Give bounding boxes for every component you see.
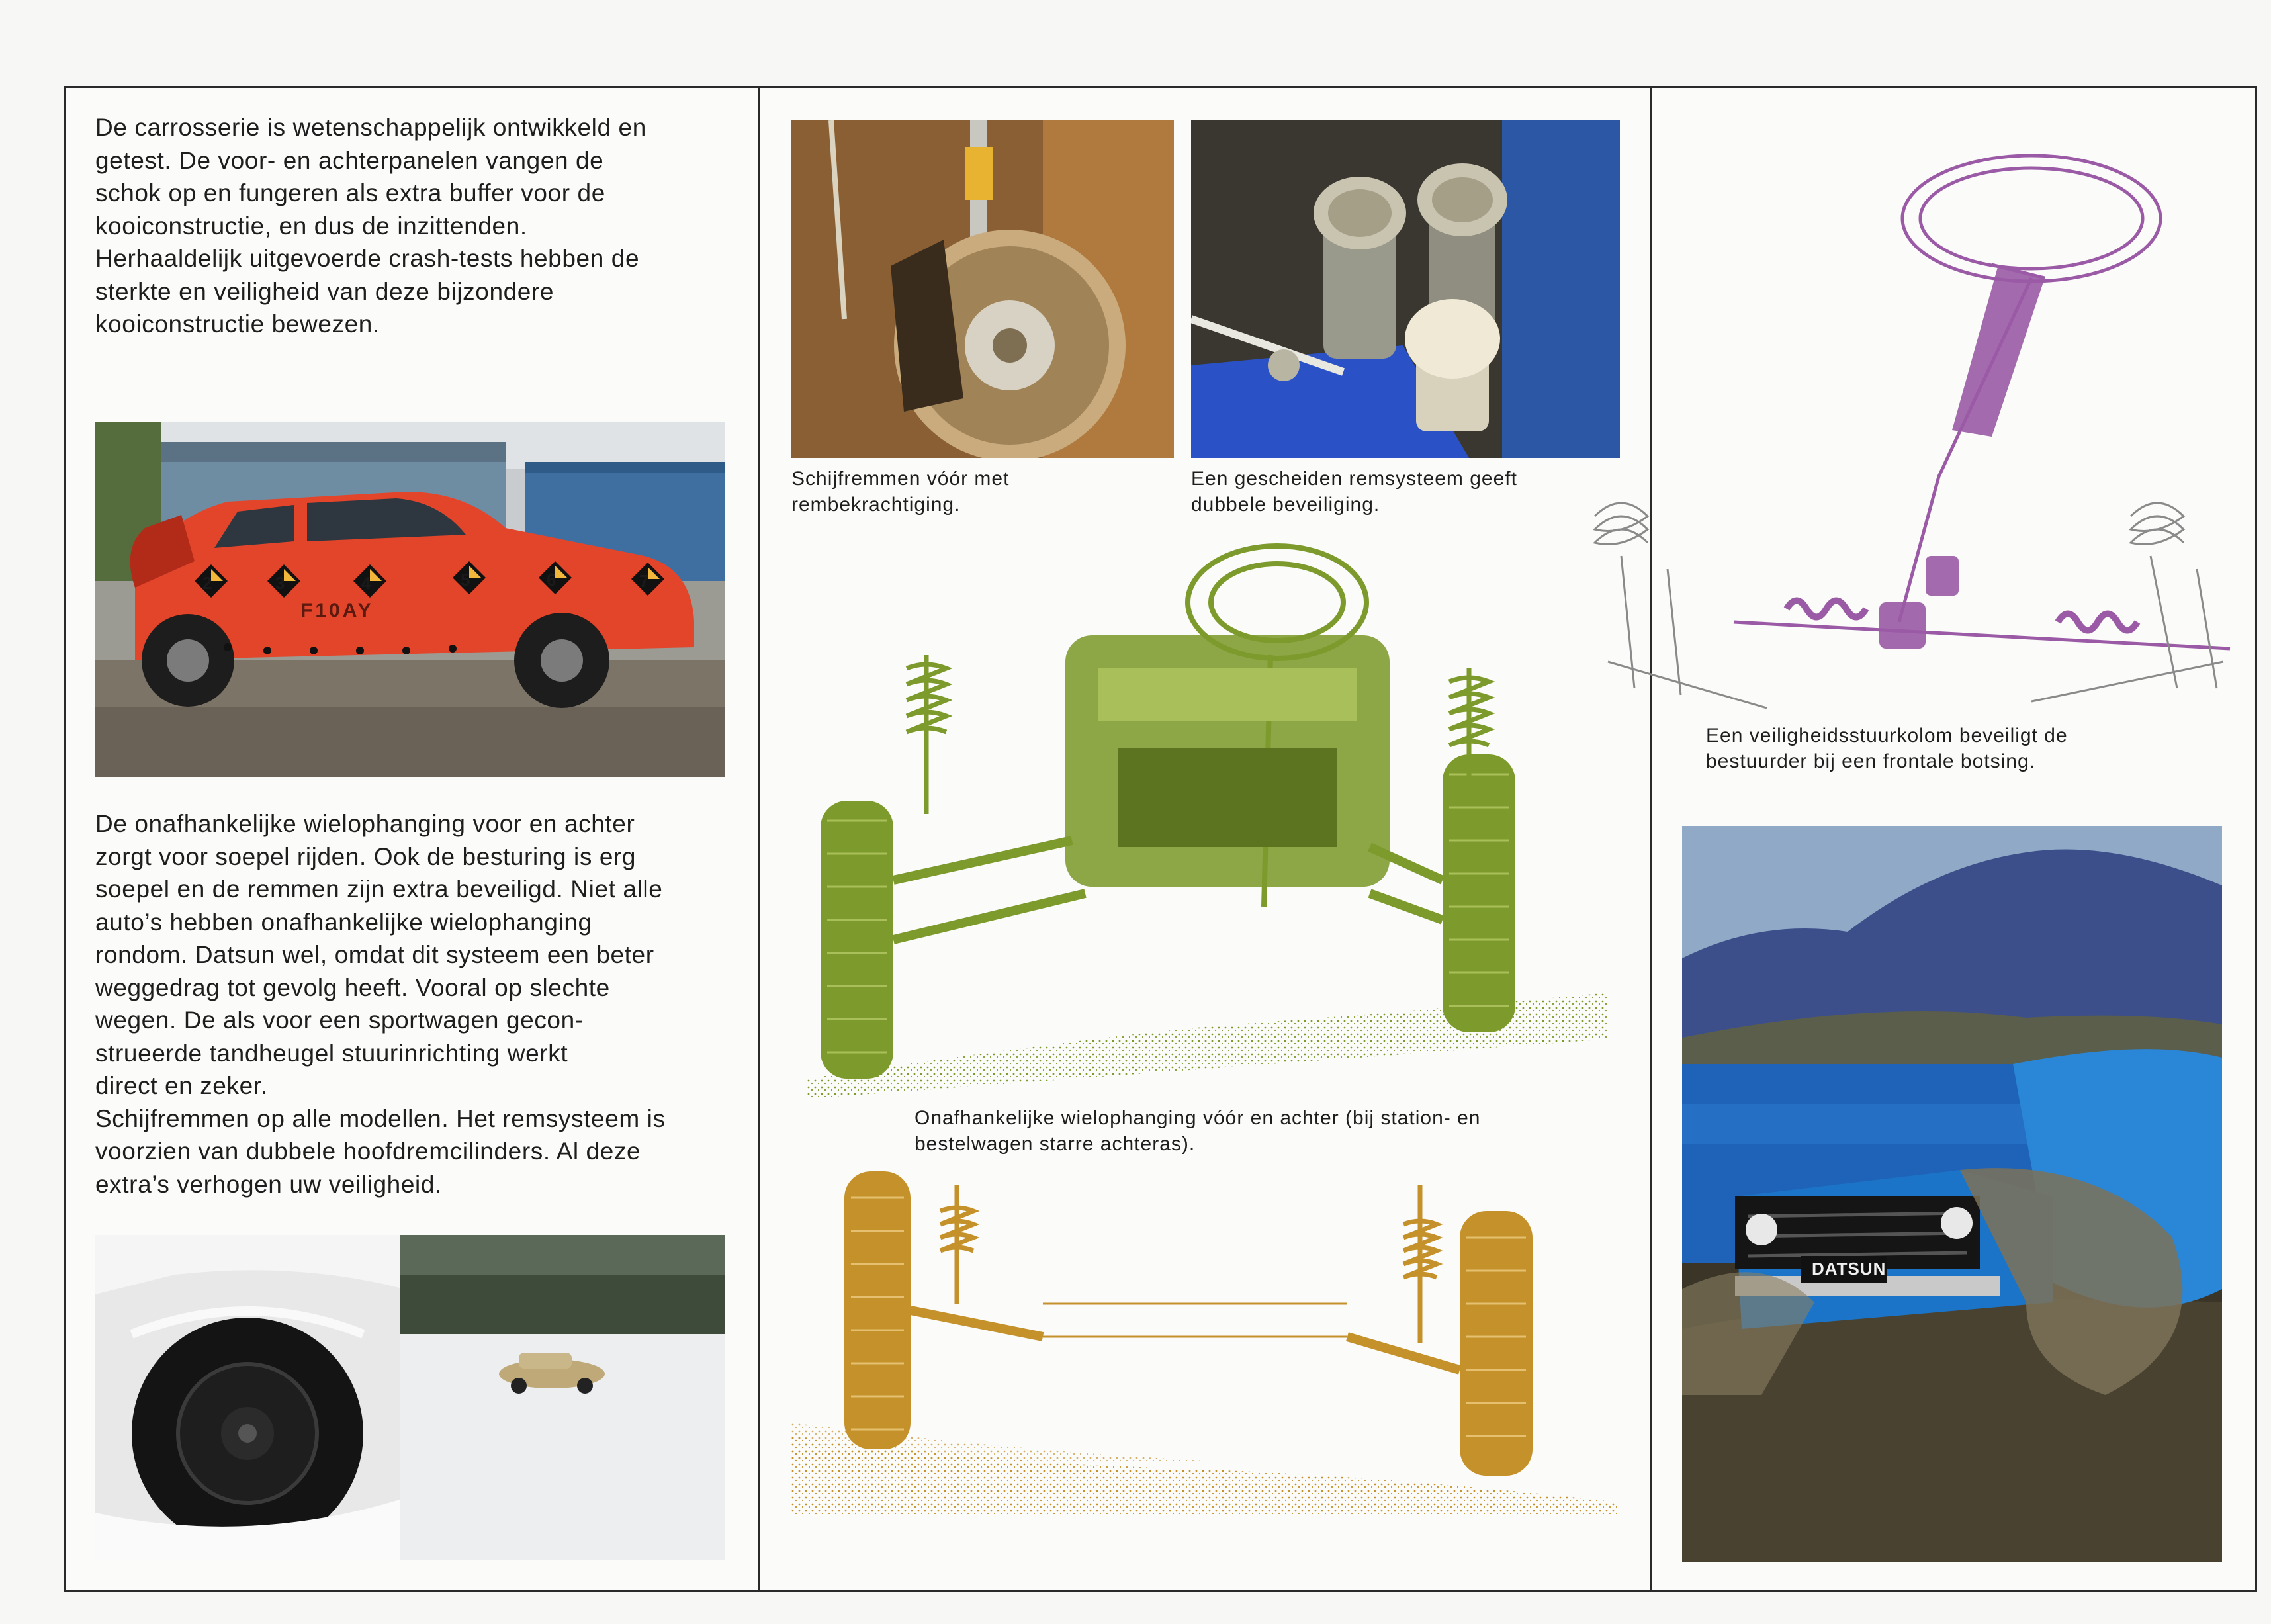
column-divider-left — [758, 86, 760, 1592]
rear-suspension-illustration — [791, 1171, 1620, 1515]
intro-text: De carrosserie is wetenschappelijk ontwikkeld en getest. De voor- en achterpanelen vangen de schok op en fungeren als extra buffer voor de kooiconstructie, en dus de inzittenden. Herhaaldelijk uitgevoerde crash-tests hebben de sterkte en veiligheid van deze bijzondere kooiconstructie bewezen. — [95, 114, 646, 338]
crash-marker-number: 3 — [275, 573, 285, 593]
crash-car-label: F10AY — [300, 600, 374, 621]
snow-photo — [95, 1235, 725, 1560]
front-suspension-illustration — [807, 536, 1615, 1099]
brake-system-caption: Een gescheiden remsysteem geeft dubbele beveiliging. — [1191, 468, 1517, 516]
crash-marker-number: 2 — [202, 573, 212, 593]
disc-brake-photo — [791, 120, 1174, 458]
crash-marker-number: 4 — [361, 573, 371, 593]
disc-brake-caption: Schijfremmen vóór met rembekrachtiging. — [791, 468, 1010, 516]
suspension-text: De onafhankelijke wielophanging voor en achter zorgt voor soepel rijden. Ook de besturing is erg soepel en de remmen zijn extra beveiligd. Niet alle auto’s hebben onafhankelijke wielophanging rondom. Datsun wel, omdat dit systeem een beter weggedrag tot gevolg heeft. Vooral op slechte wegen. De als voor een sportwagen gecon- strueerde tandheugel stuurinrichting werkt direct en zeker. Schijfremmen op alle modellen. Het remsysteem is voorzien van dubbele hoofdremcilinders. Al deze extra’s verhogen uw veiligheid. — [95, 810, 666, 1198]
crash-marker-number: 6 — [547, 570, 557, 590]
crash-marker-number: 5 — [461, 570, 470, 590]
steering-caption: Een veiligheidsstuurkolom beveiligt de bestuurder bij een frontale botsing. — [1706, 725, 2068, 772]
datsun-grille-badge: DATSUN — [1812, 1259, 1887, 1279]
brake-cylinder-photo — [1191, 120, 1620, 458]
steering-column-illustration — [1568, 146, 2237, 715]
crash-test-photo — [95, 422, 725, 777]
crash-marker-number: 7 — [639, 571, 649, 591]
datsun-lake-photo — [1682, 826, 2222, 1562]
suspension-caption: Onafhankelijke wielophanging vóór en achter (bij station- en bestelwagen starre achteras). — [914, 1107, 1481, 1155]
